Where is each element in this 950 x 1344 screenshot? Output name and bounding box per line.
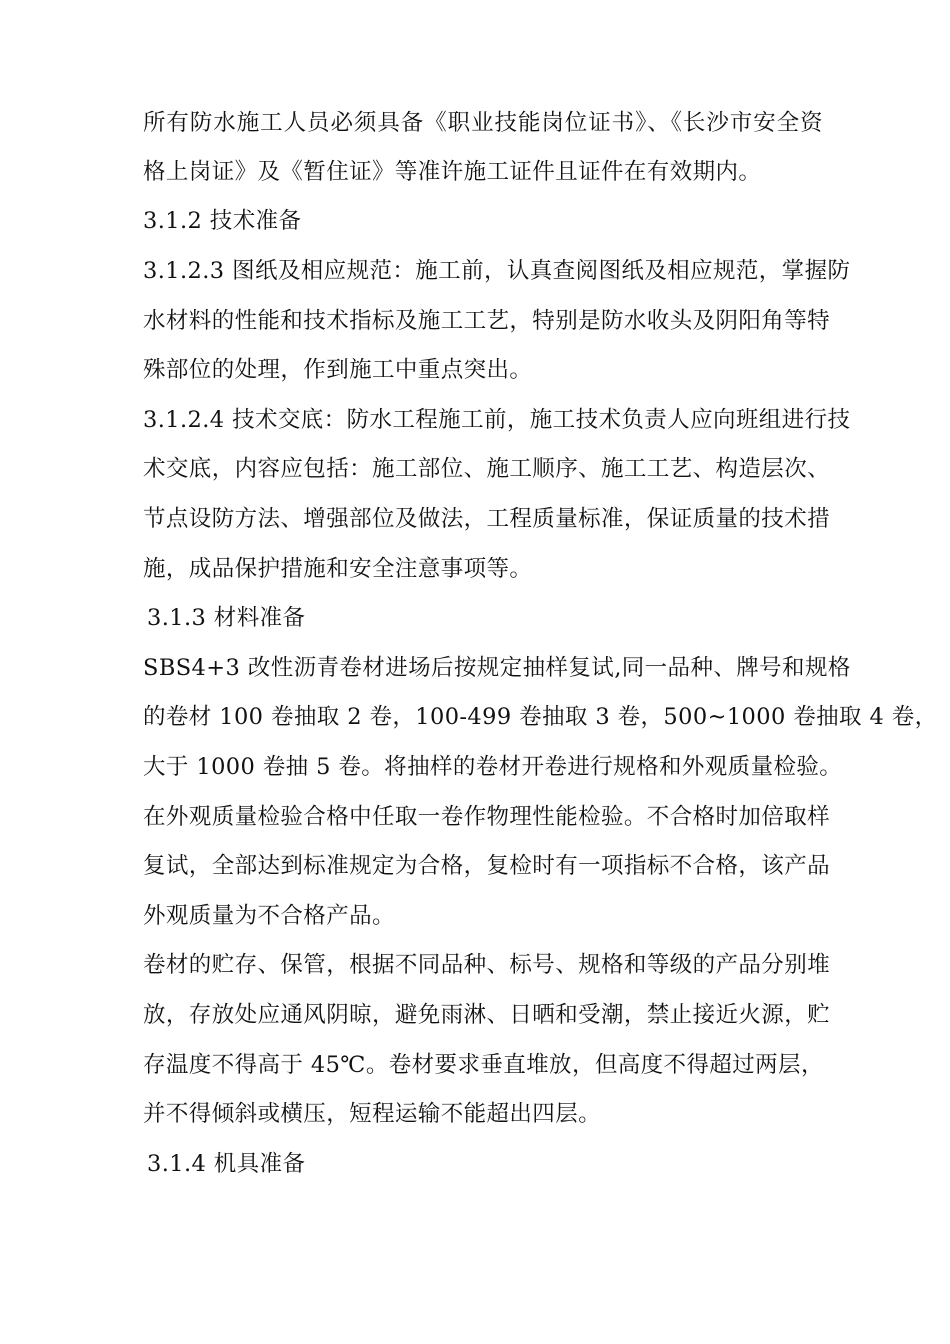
section-heading: 3.1.4 机具准备 [147,1151,306,1177]
paragraph-line: 3.1.2.4 技术交底：防水工程施工前，施工技术负责人应向班组进行技 [143,407,851,433]
section-heading: 3.1.3 材料准备 [147,605,306,631]
paragraph-line: 在外观质量检验合格中任取一卷作物理性能检验。不合格时加倍取样 [143,804,831,830]
paragraph-line: 并不得倾斜或横压，短程运输不能超出四层。 [143,1101,602,1127]
section-heading: 3.1.2 技术准备 [143,208,302,234]
paragraph-line: 施，成品保护措施和安全注意事项等。 [143,556,533,582]
paragraph-line: 水材料的性能和技术指标及施工工艺，特别是防水收头及阴阳角等特 [143,308,831,334]
paragraph-line: 卷材的贮存、保管，根据不同品种、标号、规格和等级的产品分别堆 [143,952,831,978]
paragraph-line: 大于 1000 卷抽 5 卷。将抽样的卷材开卷进行规格和外观质量检验。 [143,754,843,780]
paragraph-line: 复试，全部达到标准规定为合格，复检时有一项指标不合格，该产品 [143,853,831,879]
paragraph-line: 殊部位的处理，作到施工中重点突出。 [143,357,533,383]
paragraph-line: 节点设防方法、增强部位及做法，工程质量标准，保证质量的技术措 [143,506,831,532]
paragraph-line: 所有防水施工人员必须具备《职业技能岗位证书》、《长沙市安全资 [143,110,823,136]
paragraph-line: 格上岗证》及《暂住证》等准许施工证件且证件在有效期内。 [143,159,762,185]
paragraph-line: 3.1.2.3 图纸及相应规范：施工前，认真查阅图纸及相应规范，掌握防 [143,258,851,284]
paragraph-line: SBS4+3 改性沥青卷材进场后按规定抽样复试,同一品种、牌号和规格 [143,655,851,681]
paragraph-line: 术交底，内容应包括：施工部位、施工顺序、施工工艺、构造层次、 [143,456,831,482]
paragraph-line: 存温度不得高于 45℃。卷材要求垂直堆放，但高度不得超过两层， [143,1052,824,1078]
paragraph-line: 的卷材 100 卷抽取 2 卷，100-499 卷抽取 3 卷，500~1000 卷抽取 4 卷， [143,704,938,730]
paragraph-line: 外观质量为不合格产品。 [143,903,395,929]
paragraph-line: 放，存放处应通风阴晾，避免雨淋、日晒和受潮，禁止接近火源，贮 [143,1002,831,1028]
